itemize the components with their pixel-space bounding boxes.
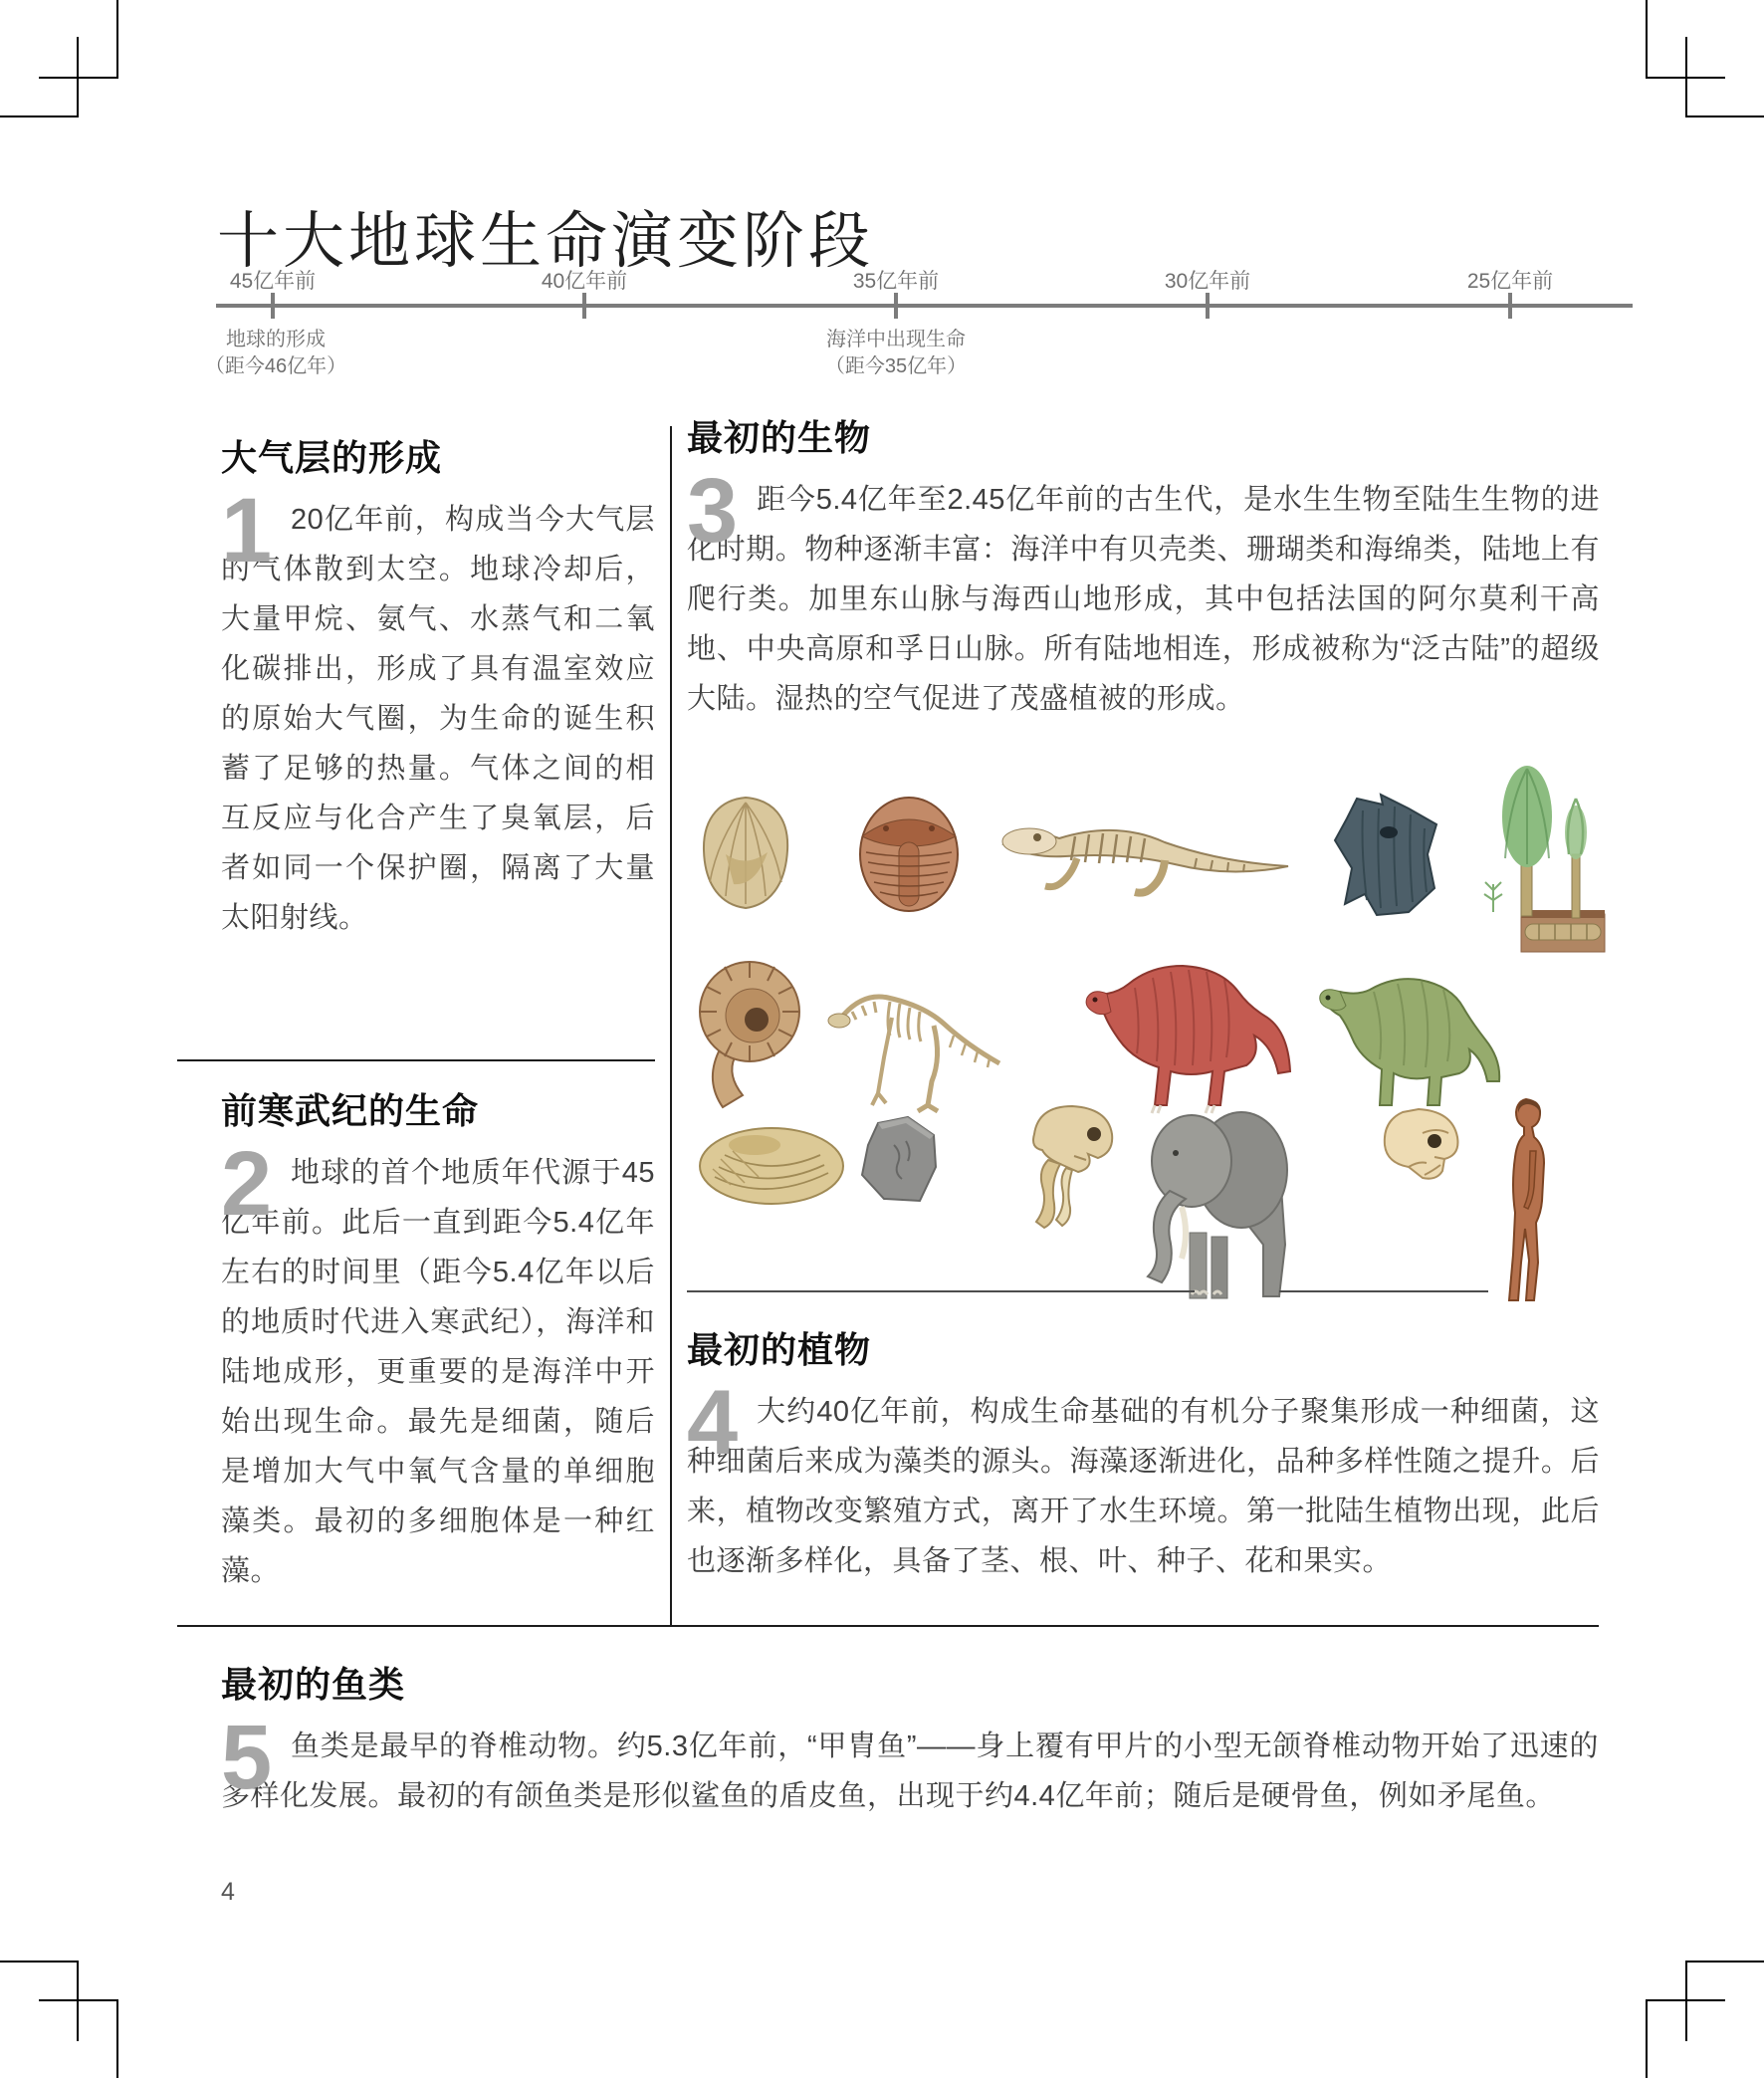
timeline-tick-label: 25亿年前 <box>1466 270 1554 293</box>
timeline-tick <box>582 293 586 319</box>
timeline-tick-label: 35亿年前 <box>852 270 940 293</box>
timeline-tick <box>894 293 898 319</box>
section-atmosphere-formation <box>221 430 655 943</box>
jawless-fish-fossil-illustration <box>697 1125 846 1207</box>
timeline-tick-label: 40亿年前 <box>541 270 628 293</box>
timeline-event-line: 地球的形成 <box>226 329 326 350</box>
crop-mark-bottom-left <box>39 1999 118 2001</box>
divider-left-column <box>177 1059 655 1061</box>
section-heading: 最初的生物 <box>687 417 872 458</box>
rock-slab-fossil-illustration <box>856 1115 941 1205</box>
early-amphibian-skeleton-illustration <box>997 810 1294 900</box>
section-number: 1 <box>221 480 273 581</box>
brachiopod-fossil-illustration <box>696 795 796 911</box>
crop-mark-bottom-right <box>1685 1961 1764 1963</box>
trilobite-fossil-illustration <box>856 795 963 913</box>
section-number: 3 <box>687 460 739 562</box>
hominid-skull-illustration <box>1379 1105 1463 1185</box>
section-heading: 最初的植物 <box>687 1329 872 1370</box>
divider-vertical <box>670 426 672 1625</box>
timeline-event-line: （距今35亿年） <box>824 355 968 377</box>
timeline-tick-label: 45亿年前 <box>229 270 317 293</box>
crop-mark-bottom-right <box>1646 1999 1648 2078</box>
crop-mark-top-left <box>0 115 79 117</box>
crop-mark-top-left <box>39 77 118 79</box>
timeline-tick <box>1206 293 1210 319</box>
tusked-mammal-skull-illustration <box>1010 1100 1120 1230</box>
bark-fossil-illustration <box>1325 793 1450 918</box>
section-body-text: 地球的首个地质年代源于45亿年前。此后一直到距今5.4亿年左右的时间里（距今5.4亿年以后的地质时代进入寒武纪），海洋和陆地成形，更重要的是海洋中开始出现生命。最先是细菌，随后是增加大气中氧气含量的单细胞藻类。最初的多细胞体是一种红藻。 <box>221 1157 655 1587</box>
crop-mark-top-left <box>77 37 79 117</box>
early-elephant-illustration <box>1130 1095 1289 1299</box>
section-body <box>687 1372 1600 1586</box>
evolution-illustration-panel <box>687 737 1613 1304</box>
timeline-line <box>216 304 1633 308</box>
crop-mark-top-right <box>1685 37 1687 117</box>
figure-ground-line <box>687 1290 1195 1292</box>
divider-full-width <box>177 1625 1599 1627</box>
crop-mark-top-right <box>1685 115 1764 117</box>
section-body <box>221 1133 655 1596</box>
section-number: 5 <box>221 1707 273 1808</box>
timeline-event-line: （距今46亿年） <box>204 355 347 377</box>
page-number: 4 <box>221 1878 235 1906</box>
section-number: 4 <box>687 1372 739 1474</box>
page-title: 十大地球生命演变阶段 <box>217 207 875 276</box>
timeline-event-line: 海洋中出现生命 <box>826 329 966 350</box>
section-heading: 大气层的形成 <box>221 437 443 478</box>
section-first-plants <box>687 1322 1600 1586</box>
section-body <box>221 480 655 943</box>
red-dinosaur-illustration <box>1075 954 1294 1118</box>
section-body-text: 鱼类是最早的脊椎动物。约5.3亿年前，“甲胄鱼”——身上覆有甲片的小型无颌脊椎动物开始了迅速的多样化发展。最初的有颌鱼类是形似鲨鱼的盾皮鱼，出现于约4.4亿年前；随后是硬骨鱼，例如矛尾鱼。 <box>221 1731 1599 1812</box>
section-body <box>221 1707 1599 1821</box>
section-heading: 前寒武纪的生命 <box>221 1090 480 1131</box>
section-body-text: 20亿年前，构成当今大气层的气体散到太空。地球冷却后，大量甲烷、氨气、水蒸气和二氧化碳排出，形成了具有温室效应的原始大气圈，为生命的诞生积蓄了足够的热量。气体之间的相互反应与化合产生了臭氧层，后者如同一个保护圈，隔离了大量太阳射线。 <box>221 504 655 934</box>
crop-mark-bottom-left <box>116 1999 118 2078</box>
timeline-tick <box>271 293 275 319</box>
timeline-event-earth-formation <box>205 327 346 380</box>
ammonite-fossil-illustration <box>697 954 801 1113</box>
section-number: 2 <box>221 1133 273 1235</box>
crop-mark-top-right <box>1646 0 1648 79</box>
timeline-tick-label: 30亿年前 <box>1164 270 1251 293</box>
crop-mark-bottom-left <box>0 1961 79 1963</box>
green-dinosaur-illustration <box>1314 956 1503 1115</box>
crop-mark-bottom-left <box>77 1961 79 2041</box>
crop-mark-bottom-right <box>1685 1961 1687 2041</box>
early-land-plants-illustration <box>1469 763 1607 955</box>
timeline-event-life-in-ocean <box>825 327 967 380</box>
timeline-tick <box>1508 293 1512 319</box>
dinosaur-skeleton-illustration <box>826 966 1005 1115</box>
early-human-illustration <box>1498 1095 1558 1304</box>
section-first-organisms <box>687 410 1600 724</box>
crop-mark-top-left <box>116 0 118 79</box>
section-body <box>687 460 1600 724</box>
section-precambrian-life <box>221 1083 655 1596</box>
section-body-text: 距今5.4亿年至2.45亿年前的古生代，是水生生物至陆生生物的进化时期。物种逐渐丰富：海洋中有贝壳类、珊瑚类和海绵类，陆地上有爬行类。加里东山脉与海西山地形成，其中包括法国的阿尔莫利干高地、中央高原和孚日山脉。所有陆地相连，形成被称为“泛古陆”的超级大陆。湿热的空气促进了茂盛植被的形成。 <box>687 484 1600 715</box>
section-body-text: 大约40亿年前，构成生命基础的有机分子聚集形成一种细菌，这种细菌后来成为藻类的源头。海藻逐渐进化，品种多样性随之提升。后来，植物改变繁殖方式，离开了水生环境。第一批陆生植物出现，此后也逐渐多样化，具备了茎、根、叶、种子、花和果实。 <box>687 1396 1600 1577</box>
section-heading: 最初的鱼类 <box>221 1664 406 1705</box>
section-first-fish <box>221 1657 1599 1821</box>
figure-ground-line <box>1279 1290 1488 1292</box>
